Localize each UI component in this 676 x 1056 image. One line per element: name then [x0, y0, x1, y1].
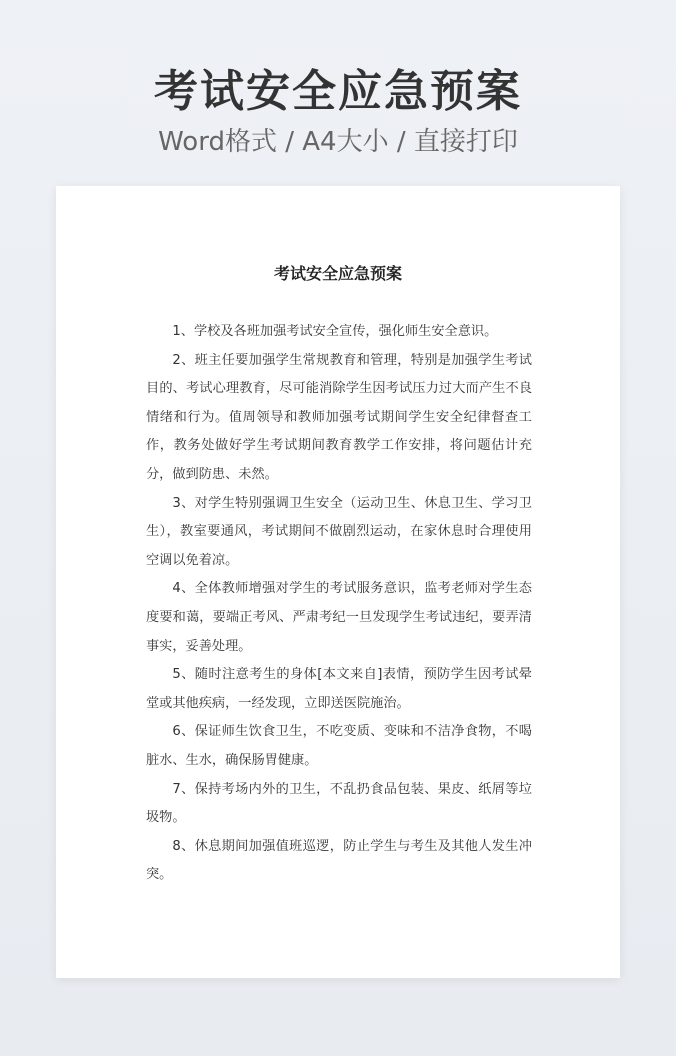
banner-title: 考试安全应急预案	[154, 66, 522, 117]
banner-header	[0, 62, 676, 160]
paragraph-6: 6、保证师生饮食卫生，不吃变质、变味和不洁净食物，不喝脏水、生水，确保肠胃健康。	[146, 724, 532, 768]
document-title: 考试安全应急预案	[273, 264, 402, 283]
paragraph-5: 5、随时注意考生的身体[本文来自]表情，预防学生因考试晕堂或其他疾病，一经发现，立即送医院施治。	[146, 667, 532, 711]
paragraph-7: 7、保持考场内外的卫生，不乱扔食品包装、果皮、纸屑等垃圾物。	[146, 781, 532, 826]
paragraph-3: 3、对学生特别强调卫生安全（运动卫生、休息卫生、学习卫生），教室要通风，考试期间不做剧烈运动，在家休息时合理使用空调以免着凉。	[146, 495, 532, 568]
document-body	[146, 318, 532, 890]
document-page	[56, 186, 620, 978]
paragraph-1: 1、学校及各班加强考试安全宣传，强化师生安全意识。	[172, 324, 498, 339]
paragraph-2: 2、班主任要加强学生常规教育和管理，特别是加强学生考试目的、考试心理教育，尽可能消除学生因考试压力过大而产生不良情绪和行为。值周领导和教师加强考试期间学生安全纪律督查工作，教务处做好学生考试期间教育教学工作安排，将问题估计充分，做到防患、未然。	[146, 352, 532, 482]
banner-subtitle: Word格式 / A4大小 / 直接打印	[158, 127, 518, 157]
paragraph-4: 4、全体教师增强对学生的考试服务意识，监考老师对学生态度要和蔼，要端正考风、严肃考纪一旦发现学生考试违纪，要弄清事实，妥善处理。	[146, 581, 532, 654]
paragraph-8: 8、休息期间加强值班巡逻，防止学生与考生及其他人发生冲突。	[146, 838, 532, 883]
